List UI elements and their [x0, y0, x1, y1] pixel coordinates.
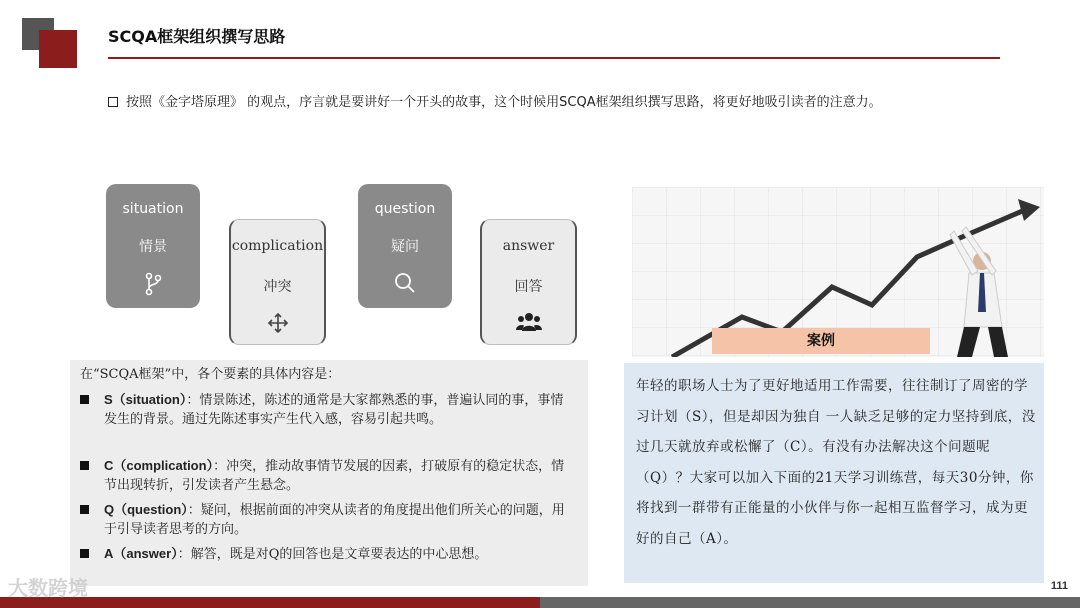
move-arrows-icon: [267, 312, 289, 334]
intro-text: 按照《金字塔原理》 的观点，序言就是要讲好一个开头的故事，这个时候用SCQA框架组织撰写思路，将更好地吸引读者的注意力。: [126, 95, 882, 110]
case-text-panel: [624, 363, 1044, 583]
card-question-en: question: [374, 201, 436, 217]
card-complication-en: complication: [231, 238, 324, 254]
watermark-logo: 大数跨境: [8, 578, 88, 600]
item-text: ：冲突，推动故事情节发展的因素，打破原有的稳定状态，情节出现转折，引发读者产生悬念。: [104, 459, 565, 493]
item-key: S（situation）: [104, 392, 187, 407]
square-bullet-icon: [80, 505, 89, 514]
card-situation-en: situation: [122, 201, 184, 217]
item-key: C（complication）: [104, 458, 214, 473]
card-complication: [229, 219, 326, 345]
header-divider: [108, 57, 1000, 59]
item-key: A（answer）: [104, 546, 178, 561]
page-number: 111: [1050, 580, 1068, 592]
card-question: [358, 184, 452, 308]
scqa-explanation-intro: 在“SCQA框架”中，各个要素的具体内容是：: [80, 367, 341, 382]
intro-bullet: [108, 92, 988, 114]
card-situation-cn: 情景: [139, 239, 167, 255]
card-answer-en: answer: [502, 238, 555, 254]
card-answer: [480, 219, 577, 345]
list-item-q: [80, 500, 575, 539]
item-text: ：情景陈述，陈述的通常是大家都熟悉的事，普遍认同的事，事情发生的背景。通过先陈述事实产生代入感，容易引起共鸣。: [104, 393, 564, 427]
users-icon: [516, 312, 542, 332]
header-decoration-red: [39, 30, 77, 68]
square-bullet-icon: [80, 549, 89, 558]
item-key: Q（question）: [104, 502, 188, 517]
card-situation: [106, 184, 200, 308]
footer-bar-gray: [540, 597, 1080, 608]
card-complication-cn: 冲突: [263, 279, 292, 295]
item-text: ：解答，既是对Q的回答也是文章要表达的中心思想。: [177, 547, 488, 562]
list-item-s: [80, 390, 575, 429]
page-title: SCQA框架组织撰写思路: [108, 27, 286, 46]
square-bullet-icon: [80, 461, 89, 470]
list-item-a: [80, 544, 575, 564]
square-bullet-icon: [80, 395, 89, 404]
scqa-explanation-panel: [70, 360, 588, 586]
item-text: ：疑问，根据前面的冲突从读者的角度提出他们所关心的问题，用于引导读者思考的方向。: [104, 503, 565, 537]
list-item-c: [80, 456, 575, 495]
card-answer-cn: 回答: [514, 279, 543, 295]
branch-icon: [144, 272, 162, 296]
square-bullet-icon: [108, 97, 118, 107]
case-text: 年轻的职场人士为了更好地适用工作需要，往往制订了周密的学习计划（S），但是却因为独自 一人缺乏足够的定力坚持到底，没过几天就放弃或松懈了（C）。有没有办法解决这个问题呢（Q）？大家可以加入下面的21天学习训练营，每天30分钟，你将找到一群带有正能量的小伙伴与你一起相互监督学习，成为更好的自己（A）。: [636, 378, 1036, 547]
case-label: 案例: [712, 328, 930, 354]
card-question-cn: 疑问: [391, 239, 419, 255]
search-icon: [394, 272, 416, 294]
